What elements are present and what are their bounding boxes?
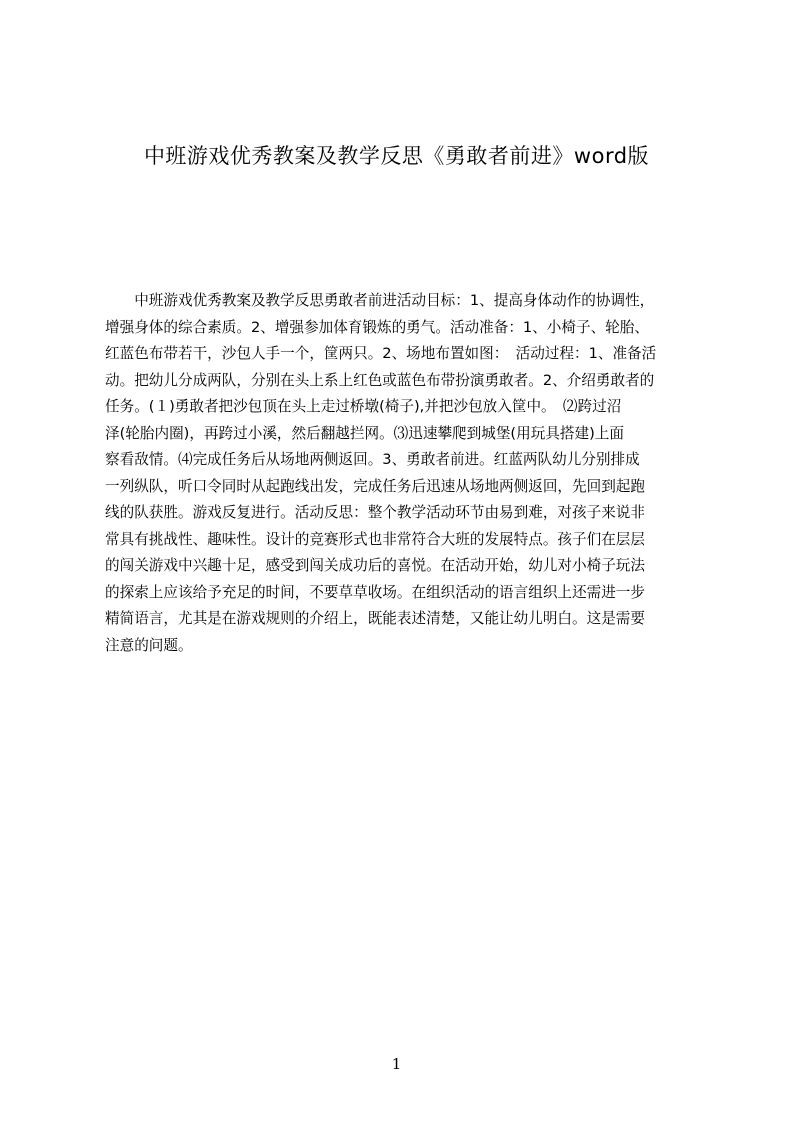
- body-line: 红蓝色布带若干，沙包人手一个，筐两只。2、场地布置如图： 活动过程：1、准备活: [105, 345, 657, 362]
- body-line: 常具有挑战性、趣味性。设计的竞赛形式也非常符合大班的发展特点。孩子们在层层: [105, 530, 645, 548]
- body-line: 的探索上应该给予充足的时间，不要草草收场。在组织活动的语言组织上还需进一步: [105, 583, 645, 601]
- document-title: 中班游戏优秀教案及教学反思《勇敢者前进》word版: [143, 144, 650, 168]
- body-paragraph: [105, 288, 698, 659]
- body-line: 察看敌情。⑷完成任务后从场地两侧返回。3、勇敢者前进。红蓝两队幼儿分别排成: [105, 451, 640, 468]
- page-number: 1: [391, 1055, 402, 1073]
- body-line: 任务。(１)勇敢者把沙包顶在头上走过桥墩(椅子),并把沙包放入筐中。 ⑵跨过沼: [105, 398, 622, 415]
- body-line: 注意的问题。: [105, 636, 193, 654]
- body-line: 精简语言，尤其是在游戏规则的介绍上，既能表述清楚，又能让幼儿明白。这是需要: [105, 610, 645, 627]
- body-line: 泽(轮胎内圈)，再跨过小溪，然后翻越拦网。⑶迅速攀爬到城堡(用玩具搭建)上面: [105, 424, 624, 442]
- body-line: 动。把幼儿分成两队，分别在头上系上红色或蓝色布带扮演勇敢者。2、介绍勇敢者的: [105, 371, 655, 389]
- body-line: 线的队获胜。游戏反复进行。活动反思：整个教学活动环节由易到难，对孩子来说非: [105, 504, 645, 521]
- body-line: 的闯关游戏中兴趣十足，感受到闯关成功后的喜悦。在活动开始，幼儿对小椅子玩法: [105, 557, 645, 574]
- body-line: 中班游戏优秀教案及教学反思勇敢者前进活动目标：1、提高身体动作的协调性，: [105, 292, 655, 309]
- body-line: 增强身体的综合素质。2、增强参加体育锻炼的勇气。活动准备：1、小椅子、轮胎、: [105, 318, 649, 336]
- body-line: 一列纵队，听口令同时从起跑线出发，完成任务后迅速从场地两侧返回，先回到起跑: [105, 477, 645, 495]
